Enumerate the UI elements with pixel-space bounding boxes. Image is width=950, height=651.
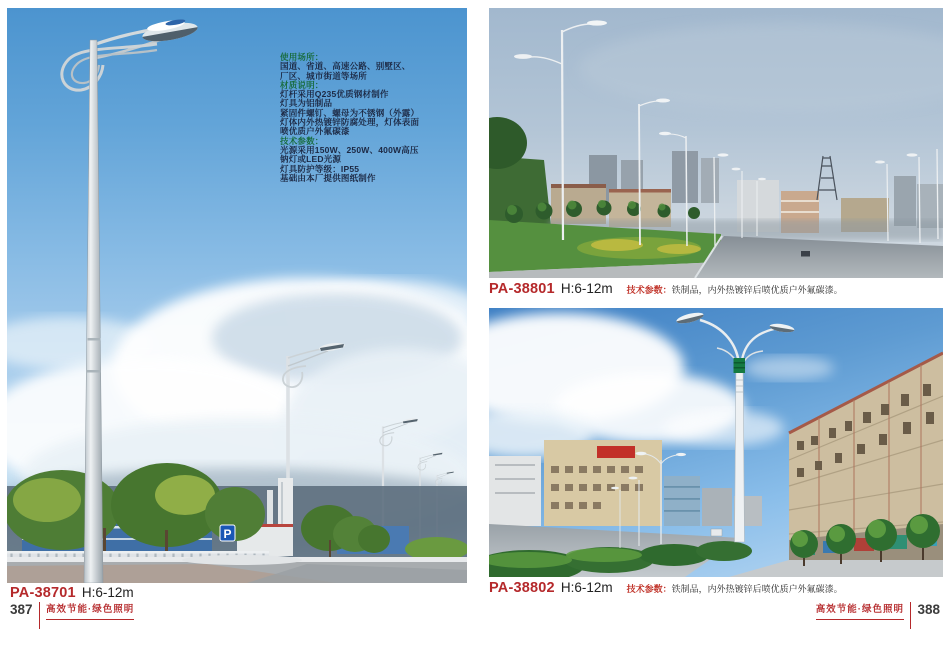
footer-slogan: 高效节能·绿色照明 [816, 602, 904, 620]
parking-sign-letter: P [223, 527, 232, 541]
parking-sign [220, 525, 235, 541]
page-number: 387 [10, 602, 33, 617]
params-text: 铁制品，内外热镀锌后喷优质户外氟碳漆。 [671, 285, 843, 295]
spec-line: 厂区、城市街道等场所 [280, 70, 368, 81]
spec-heading-usage: 使用场所： [280, 52, 324, 62]
photo-pa38701 [7, 8, 467, 583]
footer-left [10, 602, 134, 629]
footer-divider [39, 602, 41, 629]
avenue-scene [489, 8, 943, 278]
params-text: 铁制品，内外热镀锌后喷优质户外氟碳漆。 [671, 584, 843, 594]
product-height-spec: H:6-12m [560, 580, 613, 595]
photo-pa38801 [489, 8, 943, 278]
spec-line: 灯杆采用Q235优质钢材制作 [280, 89, 389, 100]
spec-block [280, 53, 465, 183]
spec-line: 灯体内外热镀锌防腐处理，灯体表面 [280, 117, 420, 128]
footer-divider [910, 602, 912, 629]
town-street-scene [489, 308, 943, 577]
product-code: PA-38801 [489, 281, 555, 297]
spec-line: 紧固件螺钉、螺母为不锈钢（外露） [280, 107, 420, 118]
spec-line: 基础由本厂提供图纸制作 [280, 172, 376, 183]
clouds [489, 313, 834, 458]
product-code: PA-38701 [10, 585, 76, 601]
lattice-tower [817, 156, 837, 200]
product-height-spec: H:6-12m [81, 585, 134, 600]
footer-right [816, 602, 940, 629]
product-height-spec: H:6-12m [560, 281, 613, 296]
spec-line: 灯具防护等级：IP55 [280, 163, 360, 174]
spec-heading-material: 材质说明： [280, 79, 324, 90]
page-number: 388 [917, 602, 940, 617]
params-label: 技术参数： [626, 584, 672, 594]
spec-line: 光源采用150W、250W、400W高压 [280, 144, 419, 155]
spec-line: 国道、省道、高速公路、别墅区、 [280, 61, 411, 72]
product-label-pa38802 [489, 580, 843, 596]
product-code: PA-38802 [489, 580, 555, 596]
road [694, 236, 943, 278]
vehicle [711, 529, 722, 536]
spec-line: 钠灯或LED光源 [280, 154, 342, 165]
spec-heading-technical: 技术参数： [280, 135, 324, 146]
photo-pa38802 [489, 308, 943, 577]
lamp-head [140, 16, 198, 45]
spec-line: 喷优质户外氟碳漆 [280, 126, 350, 137]
spec-line: 灯具为铝制品 [280, 98, 333, 109]
vehicle [801, 251, 810, 257]
params-label: 技术参数： [626, 285, 672, 295]
product-label-pa38801 [489, 281, 843, 297]
footer-slogan: 高效节能·绿色照明 [46, 602, 134, 620]
product-label-pa38701 [10, 585, 134, 601]
